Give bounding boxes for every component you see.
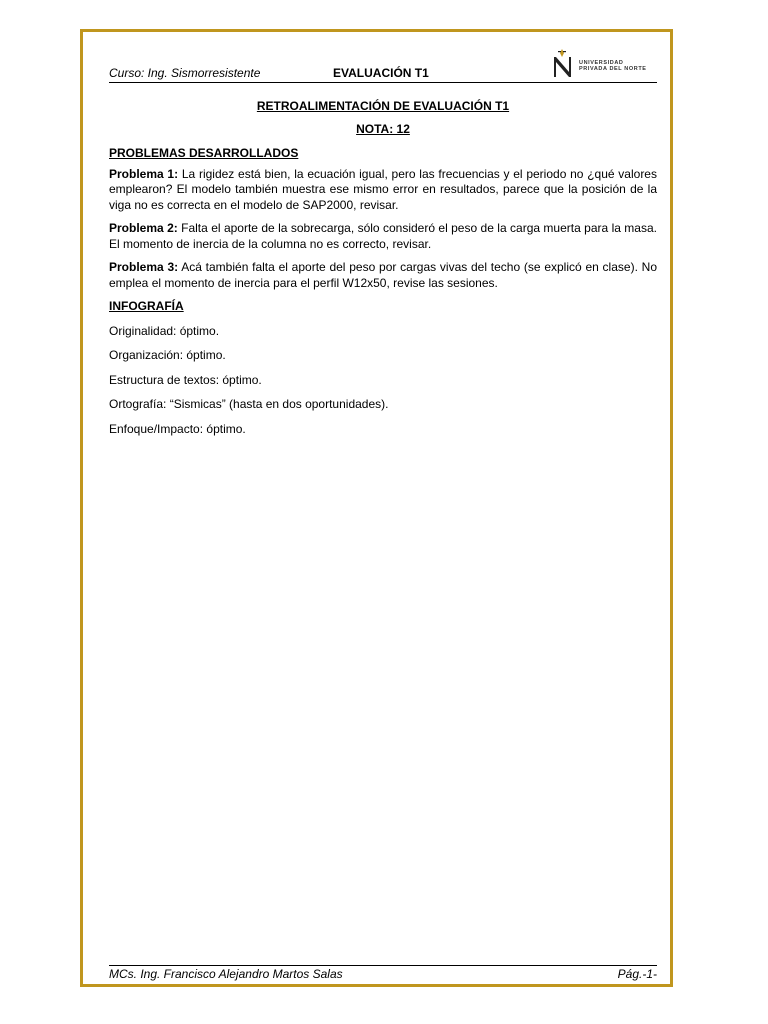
problem-label: Problema 2: bbox=[109, 221, 178, 235]
problem-label: Problema 1: bbox=[109, 166, 179, 181]
page-footer bbox=[109, 965, 657, 981]
problem-text: Acá también falta el aporte del peso por cargas vivas del techo (se explicó en clase). No emplea el momento de inercia para el perfil W12x50, revise las sesiones. bbox=[109, 260, 658, 290]
university-logo-icon bbox=[551, 48, 577, 78]
problem-2 bbox=[109, 221, 657, 252]
page-header bbox=[109, 44, 657, 83]
problems-heading: PROBLEMAS DESARROLLADOS bbox=[109, 146, 299, 160]
author-name: MCs. Ing. Francisco Alejandro Martos Salas bbox=[109, 967, 343, 981]
document-body bbox=[109, 99, 657, 446]
infographic-item: Organización: óptimo. bbox=[109, 348, 226, 362]
problem-text: La rigidez está bien, la ecuación igual, pero las frecuencias y el periodo no ¿qué valores emplearon? El modelo también muestra ese mismo error en resultados, parece que la posición de la viga no es correcta en el modelo de SAP2000, revisar. bbox=[109, 166, 657, 212]
evaluation-title: EVALUACIÓN T1 bbox=[333, 66, 429, 80]
infographic-item: Ortografía: “Sismicas” (hasta en dos oportunidades). bbox=[109, 397, 389, 411]
problem-label: Problema 3: bbox=[109, 260, 179, 274]
course-name: Curso: Ing. Sismorresistente bbox=[109, 66, 261, 80]
university-logo-text bbox=[579, 60, 647, 72]
infographic-item: Originalidad: óptimo. bbox=[109, 323, 220, 338]
infographic-heading: INFOGRAFÍA bbox=[109, 299, 184, 313]
problem-1 bbox=[109, 167, 657, 214]
page-number: Pág.-1- bbox=[617, 967, 657, 981]
document-title: RETROALIMENTACIÓN DE EVALUACIÓN T1 bbox=[256, 99, 510, 113]
infographic-item: Enfoque/Impacto: óptimo. bbox=[109, 421, 246, 436]
infographic-item: Estructura de textos: óptimo. bbox=[109, 372, 262, 387]
grade: NOTA: 12 bbox=[356, 121, 410, 136]
logo-text-line2: PRIVADA DEL NORTE bbox=[579, 66, 647, 72]
university-logo bbox=[551, 44, 657, 78]
problem-3 bbox=[109, 260, 657, 291]
problem-text: Falta el aporte de la sobrecarga, sólo consideró el peso de la carga muerta para la masa. El momento de inercia de la columna no es correcto, revisar. bbox=[109, 221, 657, 251]
logo-text-line1: UNIVERSIDAD bbox=[579, 60, 624, 66]
